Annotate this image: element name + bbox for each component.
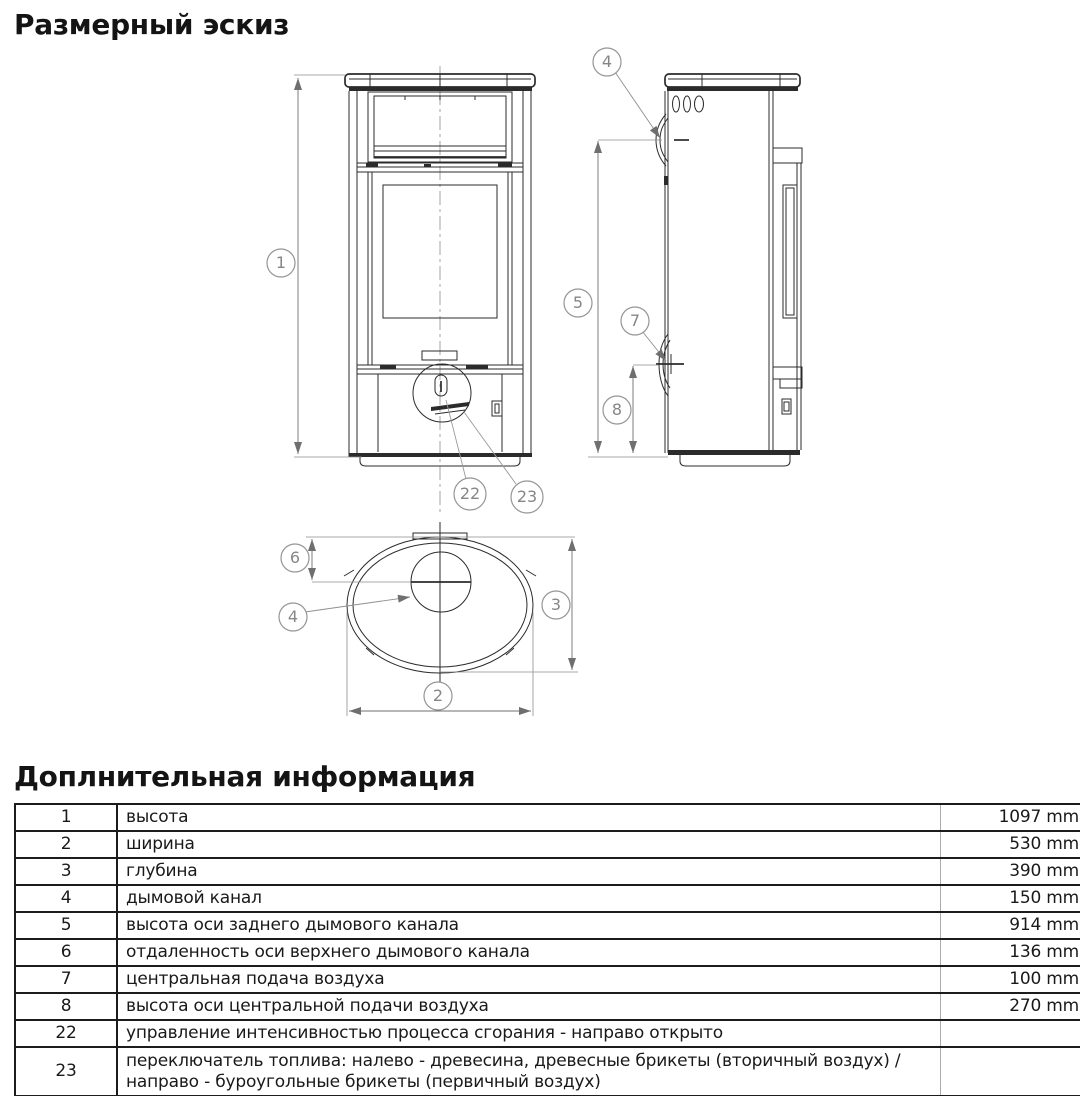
svg-text:4: 4 (287, 607, 299, 626)
page-title: Размерный эскиз (14, 8, 290, 41)
table-row (15, 939, 1080, 966)
row-description: глубина (117, 858, 941, 885)
row-value: 136 mm (941, 939, 1080, 966)
table-row (15, 993, 1080, 1020)
callout-2-width (424, 682, 452, 710)
dimensions-table (14, 803, 1080, 1096)
svg-text:3: 3 (550, 595, 562, 614)
svg-text:5: 5 (572, 293, 584, 312)
table-row (15, 1020, 1080, 1047)
table-row (15, 885, 1080, 912)
callout-4b-flue (279, 603, 307, 631)
row-value: 100 mm (941, 966, 1080, 993)
svg-text:1: 1 (275, 253, 287, 272)
row-description: высота оси центральной подачи воздуха (117, 993, 941, 1020)
row-number: 3 (15, 858, 117, 885)
row-value: 914 mm (941, 912, 1080, 939)
table-row (15, 1047, 1080, 1096)
table-row (15, 912, 1080, 939)
row-description: управление интенсивностью процесса сгорания - направо открыто (117, 1020, 941, 1047)
row-description: ширина (117, 831, 941, 858)
row-number: 7 (15, 966, 117, 993)
table-row (15, 966, 1080, 993)
callout-1-height (267, 249, 295, 277)
top-view (279, 522, 578, 716)
row-description: дымовой канал (117, 885, 941, 912)
callout-4-flue (593, 48, 621, 76)
callout-7-central-air (621, 307, 649, 335)
row-value: 1097 mm (941, 804, 1080, 831)
row-number: 8 (15, 993, 117, 1020)
row-value: 150 mm (941, 885, 1080, 912)
control-detail-circle (413, 364, 471, 422)
svg-text:22: 22 (459, 484, 481, 503)
row-description: отдаленность оси верхнего дымового канала (117, 939, 941, 966)
row-number: 22 (15, 1020, 117, 1047)
callout-8-central-air-height (603, 396, 631, 424)
table-row (15, 831, 1080, 858)
row-value (941, 1020, 1080, 1047)
section-title-additional-info: Доплнительная информация (14, 760, 476, 793)
svg-text:7: 7 (629, 311, 641, 330)
callout-3-depth (542, 591, 570, 619)
row-value (941, 1047, 1080, 1096)
row-description: высота (117, 804, 941, 831)
row-value: 390 mm (941, 858, 1080, 885)
callout-6-top-flue-offset (281, 544, 309, 572)
table-row (15, 804, 1080, 831)
svg-text:6: 6 (289, 548, 301, 567)
row-description: переключатель топлива: налево - древесина, древесные брикеты (вторичный воздух) / направо - буроугольные брикеты (первичный воздух) (117, 1047, 941, 1096)
row-number: 4 (15, 885, 117, 912)
row-description: высота оси заднего дымового канала (117, 912, 941, 939)
side-view (564, 48, 802, 466)
front-view (267, 66, 543, 513)
svg-text:2: 2 (432, 686, 444, 705)
row-description: центральная подача воздуха (117, 966, 941, 993)
row-number: 23 (15, 1047, 117, 1096)
callout-22-combustion-control (454, 478, 486, 510)
svg-text:23: 23 (516, 487, 538, 506)
row-value: 530 mm (941, 831, 1080, 858)
row-number: 1 (15, 804, 117, 831)
row-value: 270 mm (941, 993, 1080, 1020)
svg-text:4: 4 (601, 52, 613, 71)
row-number: 2 (15, 831, 117, 858)
callout-23-fuel-switch (511, 481, 543, 513)
callout-5-rear-flue-height (564, 289, 592, 317)
table-row (15, 858, 1080, 885)
row-number: 5 (15, 912, 117, 939)
row-number: 6 (15, 939, 117, 966)
svg-text:8: 8 (611, 400, 623, 419)
